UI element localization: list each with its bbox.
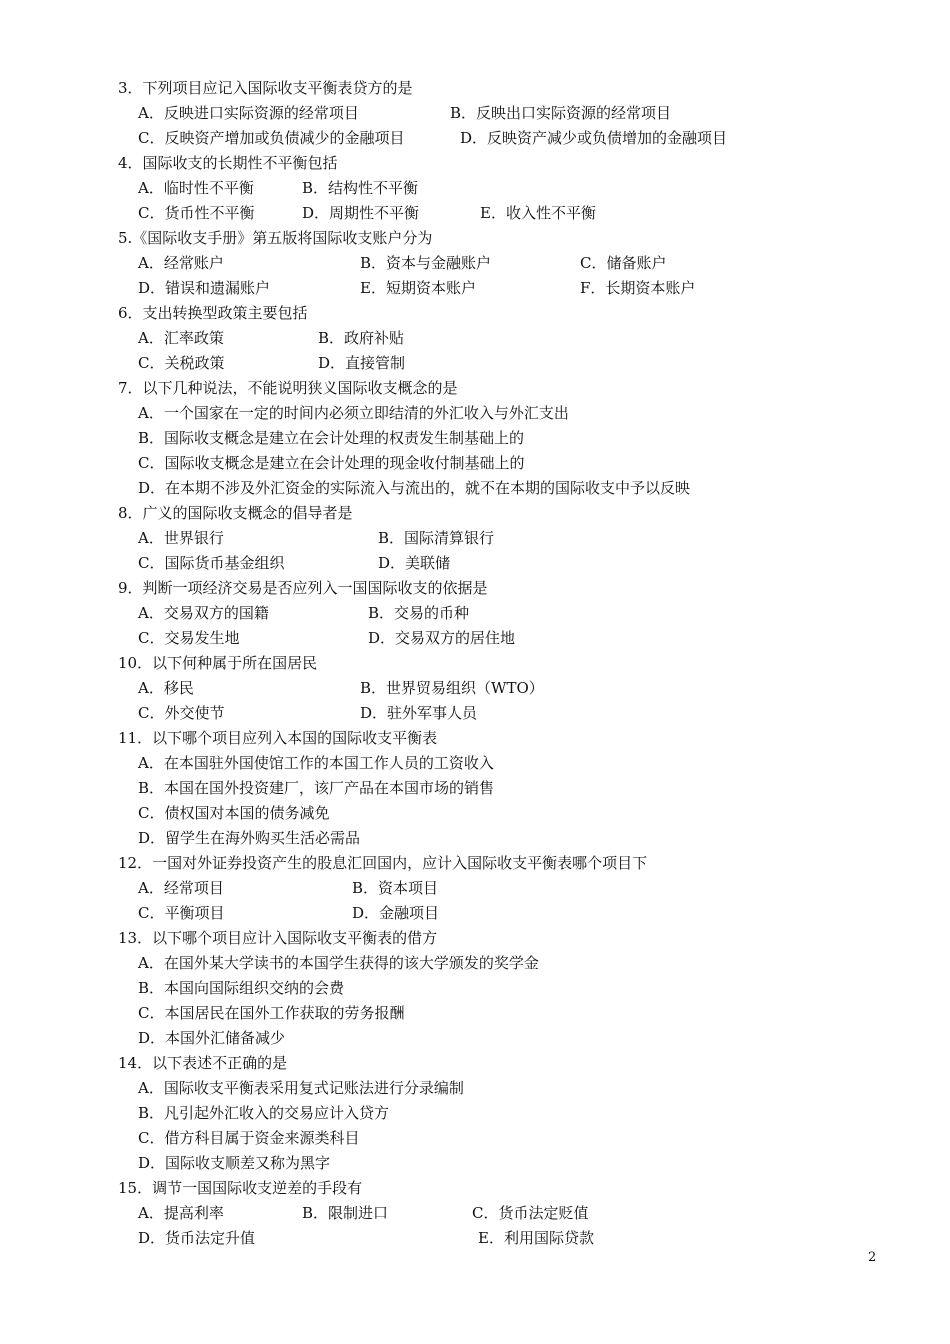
option: D．在本期不涉及外汇资金的实际流入与流出的，就不在本期的国际收支中予以反映 [138, 479, 691, 497]
option: C．关税政策 [138, 354, 225, 372]
option: A．一个国家在一定的时间内必须立即结清的外汇收入与外汇支出 [138, 404, 569, 422]
question-4: 4．国际收支的长期性不平衡包括 [118, 154, 338, 172]
option: A．移民 [138, 679, 194, 697]
question-10: 10．以下何种属于所在国居民 [118, 654, 318, 672]
option: C．交易发生地 [138, 629, 240, 647]
page-number: 2 [868, 1250, 877, 1265]
option: D．留学生在海外购买生活必需品 [138, 829, 361, 847]
option: C．平衡项目 [138, 904, 225, 922]
option: A．汇率政策 [138, 329, 224, 347]
option: D．错误和遗漏账户 [138, 279, 271, 297]
option: A．交易双方的国籍 [138, 604, 269, 622]
question-3: 3．下列项目应记入国际收支平衡表贷方的是 [118, 79, 413, 97]
option: A．在本国驻外国使馆工作的本国工作人员的工资收入 [138, 754, 494, 772]
option: B．世界贸易组织（WTO） [360, 679, 544, 697]
option: B．凡引起外汇收入的交易应计入贷方 [138, 1104, 390, 1122]
option: A．世界银行 [138, 529, 224, 547]
question-15: 15．调节一国国际收支逆差的手段有 [118, 1179, 363, 1197]
question-5: 5.《国际收支手册》第五版将国际收支账户分为 [118, 229, 433, 247]
question-7: 7．以下几种说法，不能说明狭义国际收支概念的是 [118, 379, 458, 397]
option: A．经常项目 [138, 879, 224, 897]
option: B．本国在国外投资建厂，该厂产品在本国市场的销售 [138, 779, 495, 797]
option: C．外交使节 [138, 704, 225, 722]
option: B．政府补贴 [318, 329, 405, 347]
option: A．提高利率 [138, 1204, 224, 1222]
question-14: 14．以下表述不正确的是 [118, 1054, 288, 1072]
option: C．货币法定贬值 [472, 1204, 589, 1222]
option: C．货币性不平衡 [138, 204, 255, 222]
question-6: 6．支出转换型政策主要包括 [118, 304, 308, 322]
option: B．限制进口 [302, 1204, 389, 1222]
option: B．资本与金融账户 [360, 254, 492, 272]
option: D．美联储 [378, 554, 451, 572]
option: D．直接管制 [318, 354, 406, 372]
option: D．交易双方的居住地 [368, 629, 516, 647]
option: F．长期资本账户 [580, 279, 696, 297]
option: D．周期性不平衡 [302, 204, 420, 222]
option: B．结构性不平衡 [302, 179, 419, 197]
option: D．反映资产减少或负债增加的金融项目 [460, 129, 728, 147]
option: C．本国居民在国外工作获取的劳务报酬 [138, 1004, 405, 1022]
option: A．反映进口实际资源的经常项目 [138, 104, 359, 122]
question-12: 12．一国对外证券投资产生的股息汇回国内，应计入国际收支平衡表哪个项目下 [118, 854, 648, 872]
option: E．利用国际贷款 [478, 1229, 594, 1247]
option: E．收入性不平衡 [480, 204, 596, 222]
question-11: 11．以下哪个项目应列入本国的国际收支平衡表 [118, 729, 438, 747]
option: B．反映出口实际资源的经常项目 [450, 104, 672, 122]
option: C．反映资产增加或负债减少的金融项目 [138, 129, 405, 147]
option: D．货币法定升值 [138, 1229, 256, 1247]
option: E．短期资本账户 [360, 279, 476, 297]
option: C．借方科目属于资金来源类科目 [138, 1129, 360, 1147]
option: D．金融项目 [352, 904, 440, 922]
question-8: 8．广义的国际收支概念的倡导者是 [118, 504, 353, 522]
option: A．在国外某大学读书的本国学生获得的该大学颁发的奖学金 [138, 954, 539, 972]
option: D．国际收支顺差又称为黑字 [138, 1154, 331, 1172]
option: A．临时性不平衡 [138, 179, 254, 197]
question-13: 13．以下哪个项目应计入国际收支平衡表的借方 [118, 929, 438, 947]
option: D．本国外汇储备减少 [138, 1029, 286, 1047]
option: C．国际收支概念是建立在会计处理的现金收付制基础上的 [138, 454, 525, 472]
question-9: 9．判断一项经济交易是否应列入一国国际收支的依据是 [118, 579, 488, 597]
option: B．国际收支概念是建立在会计处理的权责发生制基础上的 [138, 429, 525, 447]
option: B．资本项目 [352, 879, 439, 897]
option: C．债权国对本国的债务减免 [138, 804, 330, 822]
option: D．驻外军事人员 [360, 704, 478, 722]
option: A．经常账户 [138, 254, 224, 272]
option: B．本国向国际组织交纳的会费 [138, 979, 345, 997]
option: A．国际收支平衡表采用复式记账法进行分录编制 [138, 1079, 464, 1097]
option: C．储备账户 [580, 254, 667, 272]
option: C．国际货币基金组织 [138, 554, 285, 572]
option: B．交易的币种 [368, 604, 470, 622]
option: B．国际清算银行 [378, 529, 495, 547]
